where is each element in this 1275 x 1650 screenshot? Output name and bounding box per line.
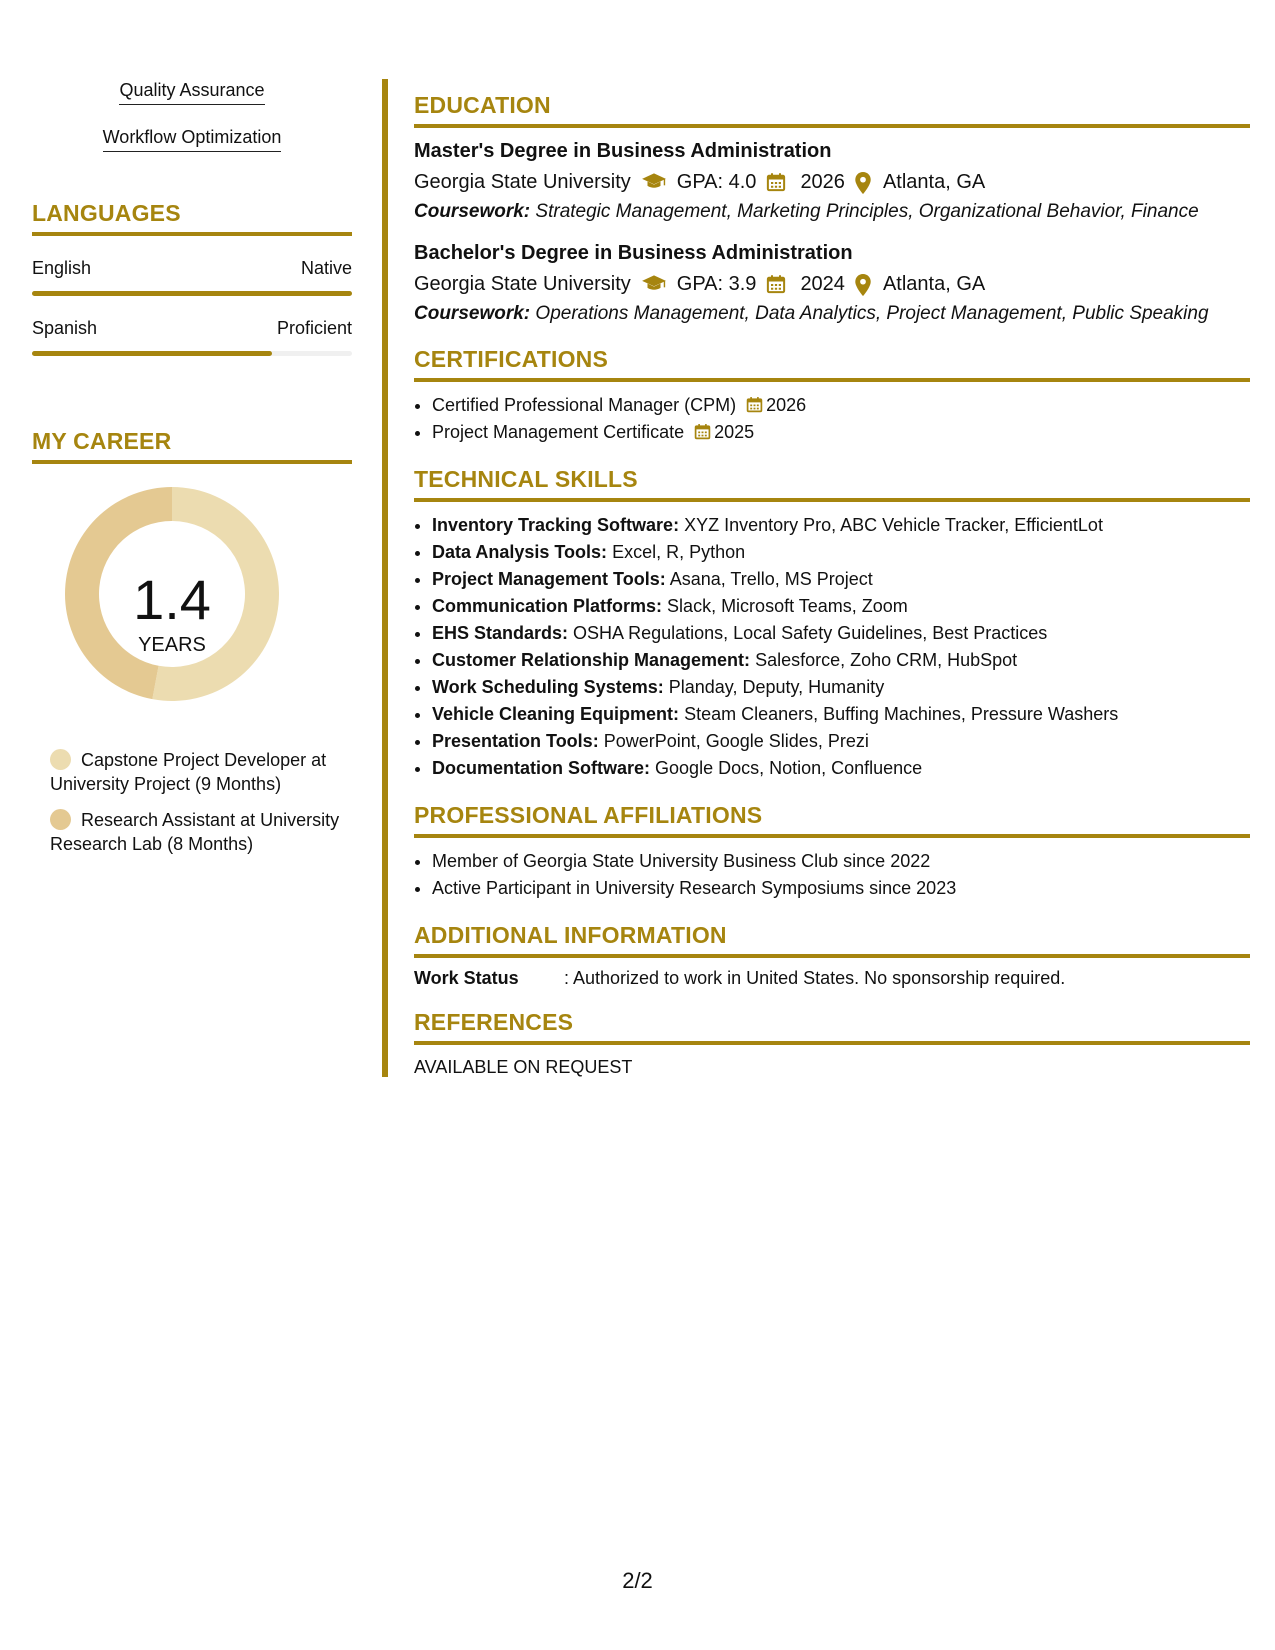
tech-skill-label: Presentation Tools: bbox=[432, 731, 599, 751]
calendar-icon bbox=[766, 172, 788, 194]
career-section bbox=[32, 428, 352, 856]
skill-tag bbox=[32, 80, 352, 105]
tech-skill-item bbox=[432, 701, 1250, 728]
work-status-row bbox=[414, 968, 1250, 989]
certifications-section bbox=[414, 346, 1250, 446]
tech-skill-value: Asana, Trello, MS Project bbox=[669, 569, 873, 589]
tech-skill-item bbox=[432, 755, 1250, 782]
degree-title: Bachelor's Degree in Business Administration bbox=[414, 242, 853, 264]
education-meta bbox=[414, 171, 1250, 194]
tech-skill-item bbox=[432, 647, 1250, 674]
tech-skill-value: PowerPoint, Google Slides, Prezi bbox=[603, 731, 869, 751]
tech-skill-label: EHS Standards: bbox=[432, 623, 569, 643]
language-item bbox=[32, 258, 352, 296]
references-text: AVAILABLE ON REQUEST bbox=[414, 1057, 633, 1077]
tech-skill-label: Communication Platforms: bbox=[432, 596, 663, 616]
affiliation-item: • Active Participant in University Research Symposiums since 2023 bbox=[432, 875, 1250, 902]
skill-tag bbox=[32, 127, 352, 152]
graduation-year: 2026 bbox=[800, 171, 845, 193]
education-section bbox=[414, 92, 1250, 326]
section-heading: MY CAREER bbox=[32, 428, 352, 464]
technical-skills-section bbox=[414, 466, 1250, 782]
language-name: English bbox=[32, 258, 92, 278]
tech-skill-label: Inventory Tracking Software: bbox=[432, 515, 680, 535]
tech-skill-value: Slack, Microsoft Teams, Zoom bbox=[667, 596, 908, 616]
coursework bbox=[414, 200, 1250, 224]
language-level: Native bbox=[300, 258, 352, 278]
gpa: GPA: 3.9 bbox=[676, 273, 757, 295]
graduation-cap-icon bbox=[641, 274, 667, 296]
education-item bbox=[414, 242, 1250, 326]
tech-skill-value: Salesforce, Zoho CRM, HubSpot bbox=[755, 650, 1018, 670]
affiliation-item: • Member of Georgia State University Business Club since 2022 bbox=[432, 848, 1250, 875]
certification-year: 2025 bbox=[714, 422, 755, 442]
tech-skill-value: Steam Cleaners, Buffing Machines, Pressure Washers bbox=[684, 704, 1119, 724]
left-column bbox=[32, 80, 352, 868]
column-divider bbox=[382, 79, 388, 1077]
legend-swatch bbox=[50, 749, 71, 770]
certification-year: 2026 bbox=[766, 395, 807, 415]
section-heading: PROFESSIONAL AFFILIATIONS bbox=[414, 802, 1250, 838]
coursework-list: Strategic Management, Marketing Principles, Organizational Behavior, Finance bbox=[535, 201, 1199, 222]
affiliations-section bbox=[414, 802, 1250, 902]
certification-name: Project Management Certificate bbox=[432, 422, 685, 442]
coursework-label: Coursework: bbox=[414, 201, 531, 222]
tech-skill-item bbox=[432, 728, 1250, 755]
tech-skill-item bbox=[432, 593, 1250, 620]
career-legend-label: Research Assistant at University Research Lab (8 Months) bbox=[50, 810, 340, 854]
graduation-cap-icon bbox=[641, 172, 667, 194]
affiliations-list bbox=[414, 848, 1250, 902]
additional-info-section bbox=[414, 922, 1250, 989]
calendar-icon bbox=[746, 394, 763, 411]
language-proficiency-fill bbox=[32, 351, 272, 356]
coursework bbox=[414, 302, 1250, 326]
location-pin-icon bbox=[855, 274, 871, 296]
tech-skill-value: XYZ Inventory Pro, ABC Vehicle Tracker, EfficientLot bbox=[684, 515, 1103, 535]
section-heading: ADDITIONAL INFORMATION bbox=[414, 922, 1250, 958]
certification-item bbox=[432, 419, 1250, 446]
language-item bbox=[32, 318, 352, 356]
tech-skill-value: Google Docs, Notion, Confluence bbox=[655, 758, 923, 778]
education-meta bbox=[414, 273, 1250, 296]
degree-title: Master's Degree in Business Administration bbox=[414, 140, 832, 162]
education-item bbox=[414, 140, 1250, 224]
tech-skills-list bbox=[414, 512, 1250, 782]
career-donut-wrap bbox=[32, 464, 352, 724]
tech-skill-label: Documentation Software: bbox=[432, 758, 651, 778]
gpa: GPA: 4.0 bbox=[676, 171, 757, 193]
career-total: 1.4 bbox=[133, 568, 211, 631]
career-unit: YEARS bbox=[138, 634, 206, 656]
skill-tag-label: Quality Assurance bbox=[119, 80, 264, 105]
work-status-label: Work Status bbox=[414, 968, 519, 988]
certification-item bbox=[432, 392, 1250, 419]
tech-skill-label: Data Analysis Tools: bbox=[432, 542, 608, 562]
certification-name: Certified Professional Manager (CPM) bbox=[432, 395, 737, 415]
tech-skill-item bbox=[432, 674, 1250, 701]
location: Atlanta, GA bbox=[882, 171, 986, 193]
coursework-label: Coursework: bbox=[414, 303, 531, 324]
section-heading: LANGUAGES bbox=[32, 200, 352, 236]
cert-list bbox=[414, 392, 1250, 446]
references-section bbox=[414, 1009, 1250, 1078]
location: Atlanta, GA bbox=[882, 273, 986, 295]
graduation-year: 2024 bbox=[800, 273, 845, 295]
tech-skill-item bbox=[432, 512, 1250, 539]
tech-skill-value: Planday, Deputy, Humanity bbox=[668, 677, 885, 697]
calendar-icon bbox=[694, 421, 711, 438]
tech-skill-label: Work Scheduling Systems: bbox=[432, 677, 664, 697]
calendar-icon bbox=[766, 274, 788, 296]
section-heading: EDUCATION bbox=[414, 92, 1250, 128]
tech-skill-item bbox=[432, 620, 1250, 647]
school-name: Georgia State University bbox=[414, 171, 631, 193]
legend-swatch bbox=[50, 809, 71, 830]
tech-skill-item bbox=[432, 566, 1250, 593]
section-heading: CERTIFICATIONS bbox=[414, 346, 1250, 382]
tech-skill-label: Customer Relationship Management: bbox=[432, 650, 751, 670]
language-name: Spanish bbox=[32, 318, 98, 338]
career-legend-label: Capstone Project Developer at University Project (9 Months) bbox=[50, 750, 327, 794]
skill-tag-label: Workflow Optimization bbox=[103, 127, 282, 152]
section-heading: TECHNICAL SKILLS bbox=[414, 466, 1250, 502]
tech-skill-value: OSHA Regulations, Local Safety Guidelines, Best Practices bbox=[573, 623, 1048, 643]
coursework-list: Operations Management, Data Analytics, Project Management, Public Speaking bbox=[535, 303, 1209, 324]
school-name: Georgia State University bbox=[414, 273, 631, 295]
tech-skill-value: Excel, R, Python bbox=[612, 542, 746, 562]
career-legend bbox=[32, 748, 352, 856]
language-proficiency-bar bbox=[32, 291, 352, 296]
tech-skill-label: Project Management Tools: bbox=[432, 569, 666, 589]
page-number: 2/2 bbox=[622, 1568, 653, 1593]
tech-skill-label: Vehicle Cleaning Equipment: bbox=[432, 704, 680, 724]
career-legend-item bbox=[50, 748, 352, 796]
work-status-value: : Authorized to work in United States. No sponsorship required. bbox=[564, 968, 1066, 988]
language-proficiency-fill bbox=[32, 291, 352, 296]
language-level: Proficient bbox=[276, 318, 352, 338]
career-legend-item bbox=[50, 808, 352, 856]
languages-section bbox=[32, 200, 352, 356]
right-column bbox=[414, 92, 1250, 1078]
location-pin-icon bbox=[855, 172, 871, 194]
section-heading: REFERENCES bbox=[414, 1009, 1250, 1045]
tech-skill-item bbox=[432, 539, 1250, 566]
language-proficiency-bar bbox=[32, 351, 352, 356]
